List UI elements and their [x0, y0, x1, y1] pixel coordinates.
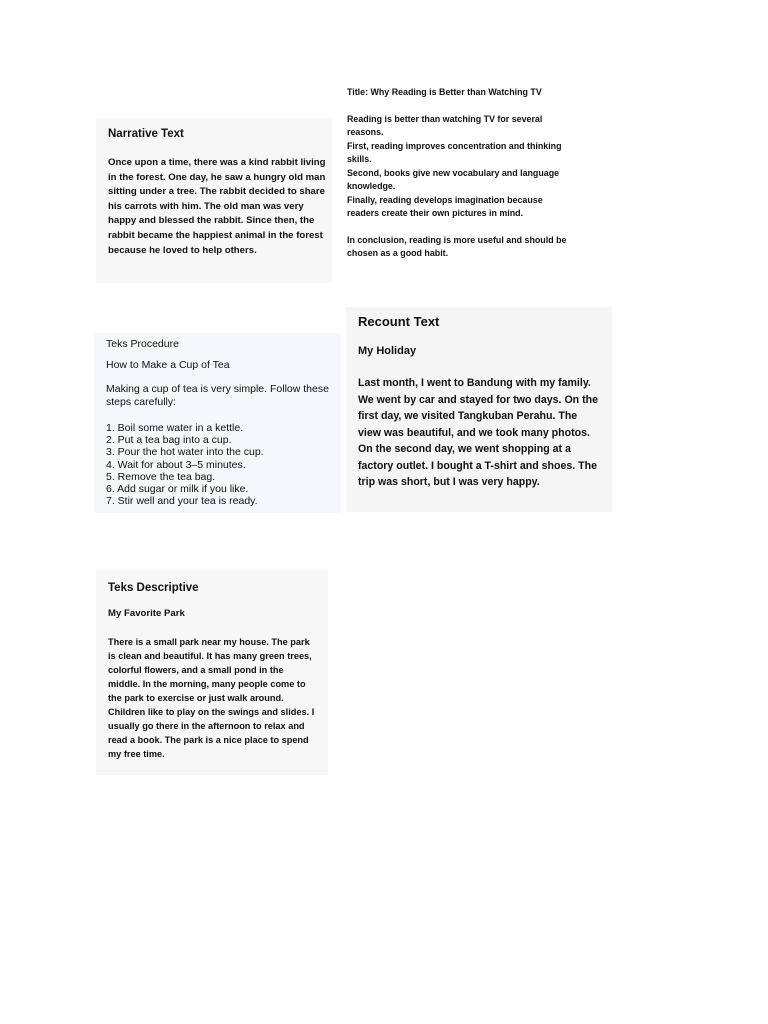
argument-title: Title: Why Reading is Better than Watching TV: [347, 87, 542, 97]
argument-text-card: [338, 80, 574, 280]
procedure-step: 4. Wait for about 3–5 minutes.: [106, 458, 246, 471]
argument-paragraph-3: Second, books give new vocabulary and language knowledge.: [347, 167, 560, 191]
descriptive-body: There is a small park near my house. The park is clean and beautiful. It has many green trees, colorful flowers, and a small pond in the middle. In the morning, many people come to the park to exercise or just walk around. Children like to play on the swings and slides. I usually go there in the afternoon to relax and read a book. The park is a nice place to spend my free time.: [108, 637, 315, 759]
procedure-intro: Making a cup of tea is very simple. Follow these steps carefully:: [106, 383, 329, 408]
procedure-step: 6. Add sugar or milk if you like.: [106, 483, 249, 496]
narrative-text-card: [96, 118, 332, 283]
recount-subtitle: My Holiday: [358, 345, 417, 357]
argument-paragraph-4: Finally, reading develops imagination because readers create their own pictures in mind.: [347, 194, 543, 218]
procedure-subtitle: How to Make a Cup of Tea: [106, 359, 230, 371]
procedure-step: 3. Pour the hot water into the cup.: [106, 446, 264, 459]
recount-heading: Recount Text: [358, 314, 440, 329]
procedure-heading: Teks Procedure: [106, 338, 179, 350]
descriptive-subtitle: My Favorite Park: [108, 608, 185, 619]
descriptive-heading: Teks Descriptive: [108, 582, 199, 594]
procedure-step: 7. Stir well and your tea is ready.: [106, 495, 258, 508]
procedure-steps-list: [106, 422, 341, 507]
narrative-body: Once upon a time, there was a kind rabbit living in the forest. One day, he saw a hungry old man sitting under a tree. The rabbit decided to share his carrots with him. The old man was very happy and blessed the rabbit. Since then, the rabbit became the happiest animal in the forest because he loved to help others.: [108, 157, 326, 256]
procedure-text-card: [94, 333, 341, 513]
argument-paragraph-1: Reading is better than watching TV for several reasons.: [347, 113, 543, 137]
procedure-step: 1. Boil some water in a kettle.: [106, 422, 244, 434]
procedure-step: 5. Remove the tea bag.: [106, 470, 216, 483]
descriptive-text-card: [96, 570, 328, 775]
procedure-step: 2. Put a tea bag into a cup.: [106, 434, 232, 447]
recount-body: Last month, I went to Bandung with my family. We went by car and stayed for two days. On the first day, we visited Tangkuban Perahu. The view was beautiful, and we took many photos. On the second day, we went shopping at a factory outlet. I bought a T-shirt and shoes. The trip was short, but I was very happy.: [358, 377, 598, 488]
argument-conclusion: In conclusion, reading is more useful and should be chosen as a good habit.: [347, 234, 567, 258]
argument-paragraph-2: First, reading improves concentration and thinking skills.: [347, 140, 562, 164]
recount-text-card: [346, 307, 612, 512]
narrative-heading: Narrative Text: [108, 128, 184, 140]
